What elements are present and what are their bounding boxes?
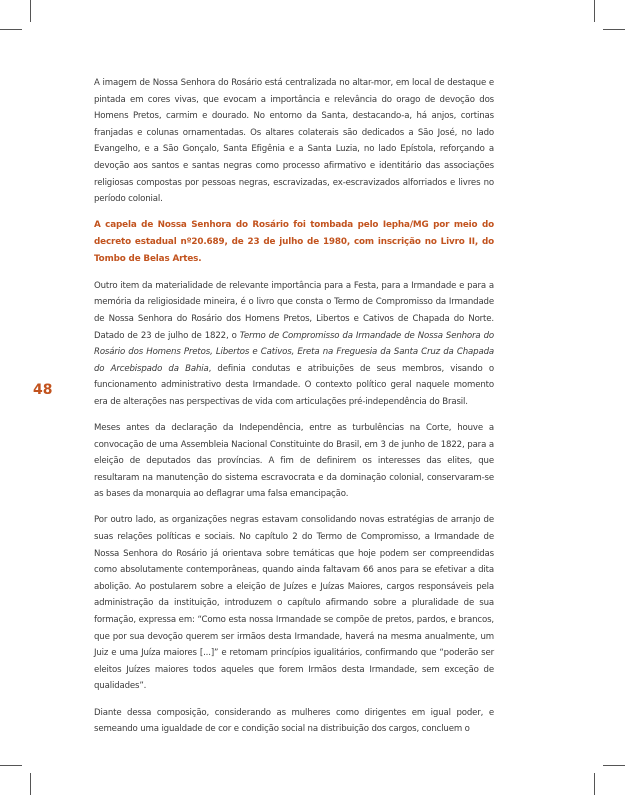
text-run: A capela de Nossa Senhora do Rosário foi tombada pelo Iepha/MG por meio do decreto estadual nº20.689, de 23 de julho de 1980, com inscrição no Livro II, do Tombo de Belas Artes.	[94, 220, 494, 265]
text-run: Diante dessa composição, considerando as mulheres como dirigentes em igual poder, e semeando uma igualdade de cor e condição social na distribuição dos cargos, concluem o	[94, 707, 494, 735]
crop-mark-bottom-right	[594, 773, 595, 795]
crop-mark-right-upper	[603, 29, 625, 30]
body-text	[94, 75, 494, 747]
text-run: Outro item da materialidade de relevante importância para a Festa, para a Irmandade e para a memória da religiosidade mineira, é o livro que consta o Termo de Compromisso da Irmandade de Nossa Senhora do Rosário dos Homens Pretos, Libertos e Cativos de Chapada do Norte. Datado de 23 de julho de 1822, o	[94, 280, 494, 341]
crop-mark-right-lower	[603, 765, 625, 766]
page-number: 48	[33, 382, 53, 398]
body-paragraph	[94, 705, 494, 738]
body-paragraph	[94, 75, 494, 208]
crop-mark-left-upper	[0, 29, 22, 30]
crop-mark-left-lower	[0, 765, 22, 766]
crop-mark-top-right	[594, 0, 595, 22]
crop-mark-bottom-left	[30, 773, 31, 795]
highlight-paragraph	[94, 217, 494, 268]
body-paragraph	[94, 512, 494, 695]
italic-text-run: Termo de Compromisso da Irmandade de Nossa Senhora do Rosário dos Homens Pretos, Libertos e Cativos, Ereta na Freguesia da Santa Cruz da Chapada do Arcebispado da Bahia	[94, 330, 494, 374]
text-run: A imagem de Nossa Senhora do Rosário está centralizada no altar-mor, em local de destaque e pintada em cores vivas, que evocam a importância e relevância do orago de devoção dos Homens Pretos, carmim e dourado. No entorno da Santa, destacando-a, há anjos, cortinas franjadas e colunas ornamentadas. Os altares colaterais são dedicados a São José, no lado Evangelho, e a São Gonçalo, Santa Efigênia e a Santa Luzia, no lado Epístola, reforçando a devoção aos santos e santas negras como processo afirmativo e identitário das associações religiosas compostas por pessoas negras, escravizadas, ex-escravizados alforriados e livres no período colonial.	[94, 78, 494, 205]
text-run: Por outro lado, as organizações negras estavam consolidando novas estratégias de arranjo de suas relações políticas e sociais. No capítulo 2 do Termo de Compromisso, a Irmandade de Nossa Senhora do Rosário já orientava sobre temáticas que hoje podem ser compreendidas como absolutamente contemporâneas, quando ainda faltavam 66 anos para se efetivar a dita abolição. Ao postularem sobre a eleição de Juízes e Juízas Maiores, cargos responsáveis pela administração da instituição, introduzem o capítulo afirmando sobre a pluralidade de sua formação, expressa em: “Como esta nossa Irmandade se compõe de pretos, pardos, e brancos, que por sua devoção querem ser irmãos desta Irmandade, haverá na mesma anualmente, um Juiz e uma Juíza maiores [...]” e retomam princípios igualitários, confirmando que “poderão ser eleitos Juízes maiores todos aqueles que forem Irmãos desta Irmandade, sem exceção de qualidades”.	[94, 515, 494, 692]
text-run: Meses antes da declaração da Independência, entre as turbulências na Corte, houve a convocação de uma Assembleia Nacional Constituinte do Brasil, em 3 de junho de 1822, para a eleição de deputados das províncias. A fim de definirem os interesses das elites, que resultaram na manutenção do sistema escravocrata e da dominação colonial, conservaram-se as bases da monarquia ao deflagrar uma falsa emancipação.	[94, 423, 494, 500]
text-run: , definia condutas e atribuições de seus membros, visando o funcionamento administrativo desta Irmandade. O contexto político geral naquele momento era de alterações nas perspectivas de vida com articulações pré-independência do Brasil.	[94, 363, 494, 407]
crop-mark-top-left	[30, 0, 31, 22]
body-paragraph	[94, 420, 494, 503]
body-paragraph	[94, 278, 494, 411]
